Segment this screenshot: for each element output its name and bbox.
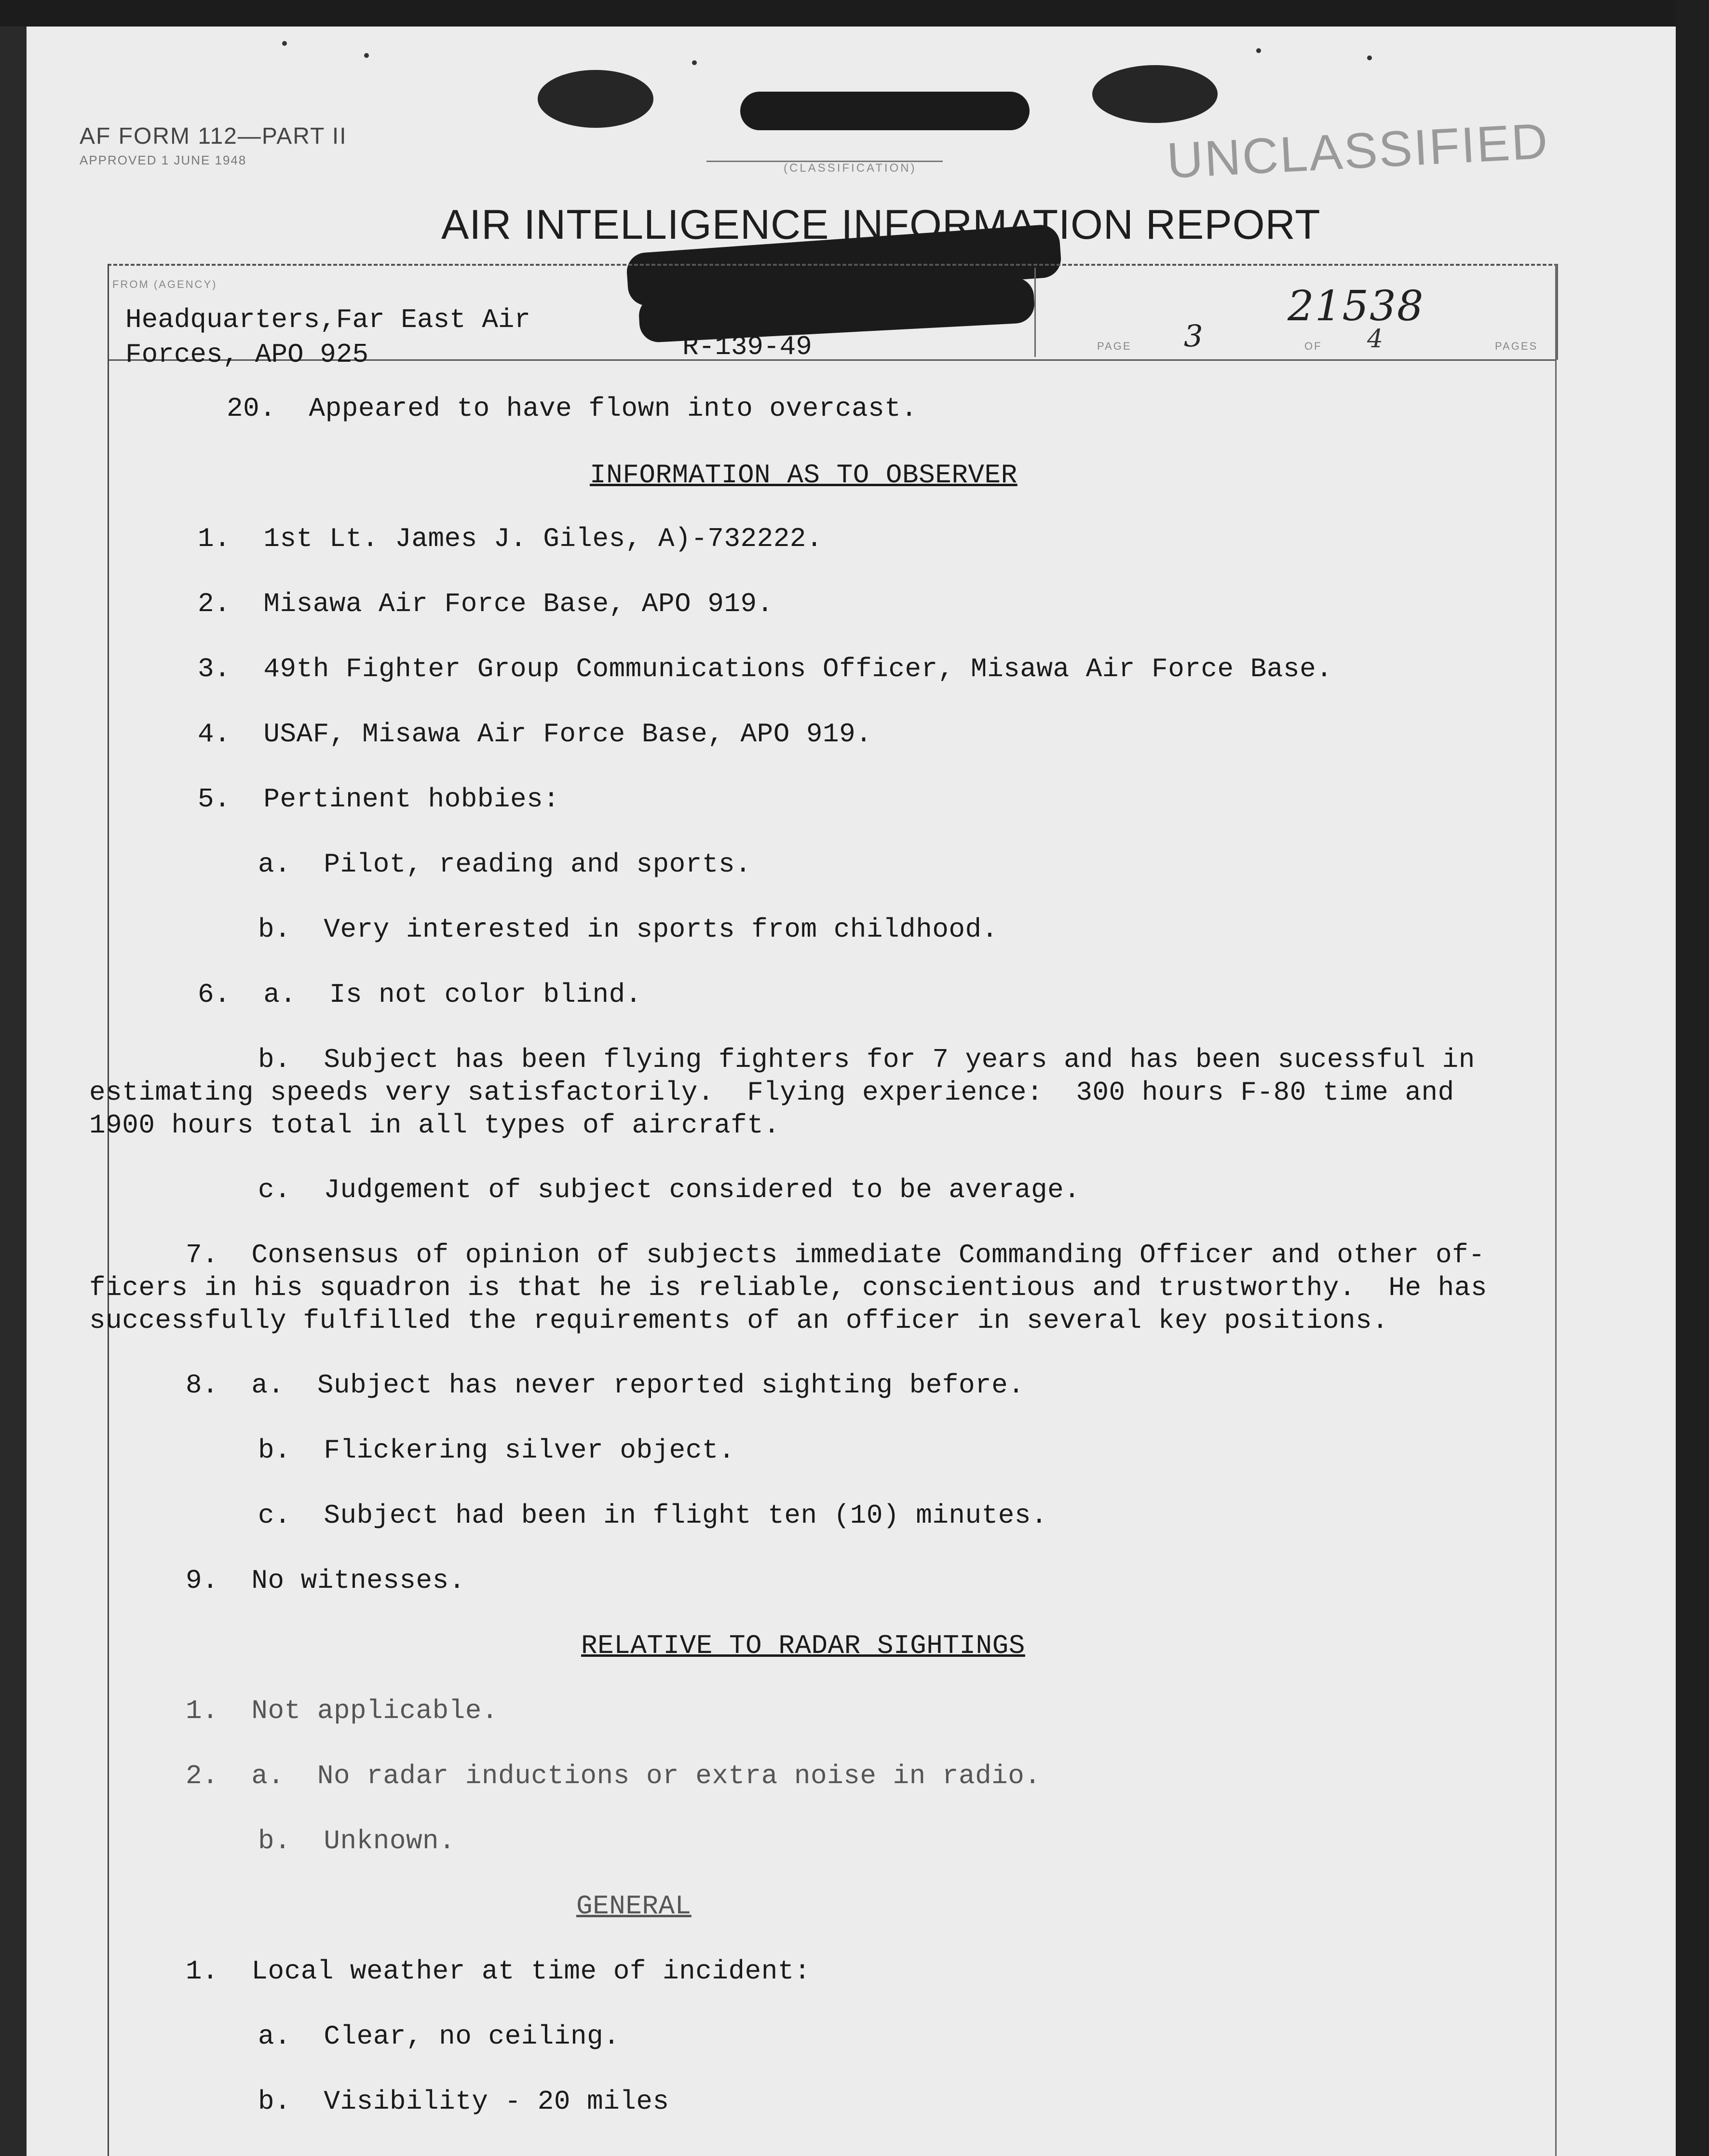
observer-item-9: 9. No witnesses. bbox=[186, 1565, 465, 1596]
observer-item-8a: 8. a. Subject has never reported sighting before. bbox=[186, 1370, 1025, 1401]
of-label: OF bbox=[1304, 340, 1322, 352]
observer-item-7-line3: successfully fulfilled the requirements of an officer in several key positions. bbox=[89, 1305, 1389, 1336]
scan-speck bbox=[692, 60, 697, 65]
observer-item-8c: c. Subject had been in flight ten (10) minutes. bbox=[258, 1500, 1048, 1531]
box-right-rule bbox=[1555, 264, 1557, 2156]
form-approved-date: APPROVED 1 JUNE 1948 bbox=[80, 153, 247, 167]
observer-item-2: 2. Misawa Air Force Base, APO 919. bbox=[198, 588, 773, 619]
item-20: 20. Appeared to have flown into overcast. bbox=[227, 393, 918, 424]
observer-item-6b-line1: b. Subject has been flying fighters for 7 years and has been sucessful in bbox=[258, 1044, 1475, 1075]
radar-item-2a: 2. a. No radar inductions or extra noise in radio. bbox=[186, 1760, 1041, 1791]
observer-item-5a: a. Pilot, reading and sports. bbox=[258, 849, 752, 880]
total-pages: 4 bbox=[1367, 325, 1383, 354]
observer-item-6b-line2: estimating speeds very satisfactorily. Flying experience: 300 hours F-80 time and bbox=[89, 1077, 1454, 1108]
from-line-1: Headquarters,Far East Air bbox=[125, 304, 531, 335]
from-label: FROM (AGENCY) bbox=[112, 278, 217, 290]
observer-item-6b-line3: 1900 hours total in all types of aircraft. bbox=[89, 1110, 780, 1141]
general-item-1: 1. Local weather at time of incident: bbox=[186, 1956, 811, 1987]
punch-hole-right bbox=[1092, 65, 1218, 123]
form-identifier: AF FORM 112—PART II bbox=[80, 123, 347, 149]
radar-heading: RELATIVE TO RADAR SIGHTINGS bbox=[581, 1630, 1025, 1661]
punch-hole-left bbox=[538, 70, 653, 128]
scan-speck bbox=[1256, 48, 1261, 53]
observer-item-4: 4. USAF, Misawa Air Force Base, APO 919. bbox=[198, 719, 872, 750]
observer-item-1: 1. 1st Lt. James J. Giles, A)-732222. bbox=[198, 523, 823, 554]
observer-item-7-line1: 7. Consensus of opinion of subjects immediate Commanding Officer and other of- bbox=[186, 1240, 1485, 1270]
radar-item-2b: b. Unknown. bbox=[258, 1826, 456, 1856]
observer-item-8b: b. Flickering silver object. bbox=[258, 1435, 735, 1466]
header-divider bbox=[1034, 268, 1036, 357]
page-number: 3 bbox=[1184, 318, 1203, 354]
page-label: PAGE bbox=[1097, 340, 1132, 352]
radar-item-1: 1. Not applicable. bbox=[186, 1695, 499, 1726]
scan-right-edge bbox=[1676, 0, 1709, 2156]
scan-speck bbox=[282, 41, 287, 46]
observer-item-5: 5. Pertinent hobbies: bbox=[198, 784, 560, 815]
observer-item-7-line2: ficers in his squadron is that he is reliable, conscientious and trustworthy. He has bbox=[89, 1272, 1487, 1303]
scan-speck bbox=[364, 53, 369, 58]
redaction-classification bbox=[740, 92, 1030, 130]
observer-item-5b: b. Very interested in sports from childhood. bbox=[258, 914, 998, 945]
pages-label: PAGES bbox=[1495, 340, 1538, 352]
report-title: AIR INTELLIGENCE INFORMATION REPORT bbox=[441, 202, 1321, 248]
from-line-2: Forces, APO 925 bbox=[125, 339, 369, 370]
scan-top-edge bbox=[0, 0, 1709, 27]
report-number: R-139-49 bbox=[682, 331, 812, 362]
box-left-rule bbox=[108, 264, 109, 2156]
general-item-1b: b. Visibility - 20 miles bbox=[258, 2086, 669, 2117]
observer-item-6a: 6. a. Is not color blind. bbox=[198, 979, 642, 1010]
observer-item-6c: c. Judgement of subject considered to be average. bbox=[258, 1174, 1081, 1205]
document-page bbox=[27, 27, 1676, 2156]
general-item-1a: a. Clear, no ceiling. bbox=[258, 2021, 620, 2052]
scan-speck bbox=[1367, 55, 1372, 60]
from-agency bbox=[125, 302, 530, 372]
classification-label: (CLASSIFICATION) bbox=[784, 162, 917, 175]
general-heading: GENERAL bbox=[576, 1891, 692, 1922]
unclassified-stamp: UNCLASSIFIED bbox=[1165, 113, 1550, 189]
observer-heading: INFORMATION AS TO OBSERVER bbox=[590, 460, 1017, 491]
observer-item-3: 3. 49th Fighter Group Communications Officer, Misawa Air Force Base. bbox=[198, 654, 1333, 684]
handwritten-annotation: 21538 bbox=[1288, 282, 1424, 330]
